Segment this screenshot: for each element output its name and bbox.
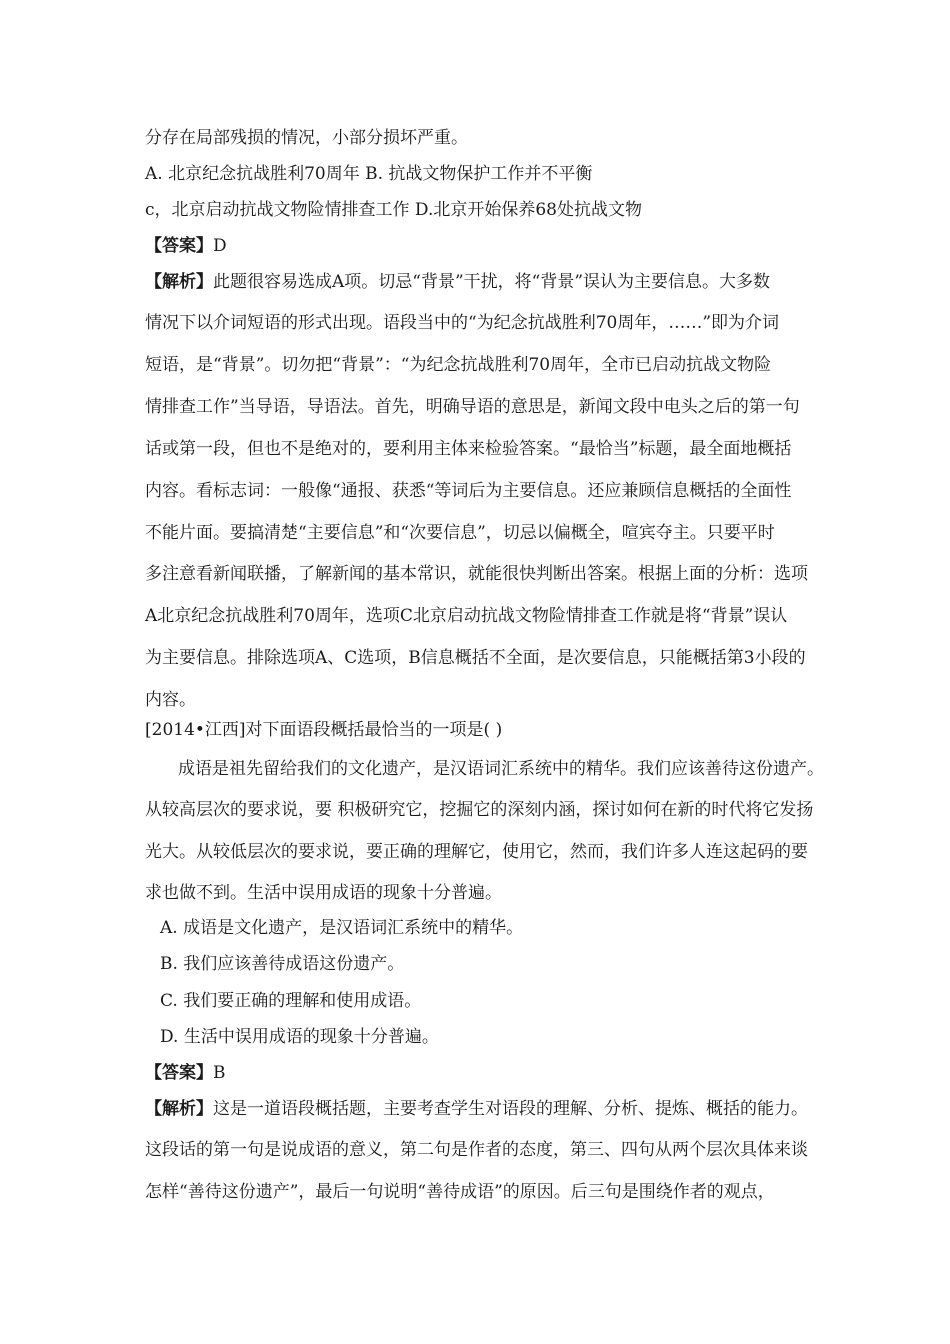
q1-analysis-line: 不能片面。要搞清楚“主要信息”和“次要信息”，切忌以偏概全，喧宾夺主。只要平时 (145, 523, 775, 543)
q2-option-a: A. 成语是文化遗产，是汉语词汇系统中的精华。 (160, 918, 524, 938)
q1-analysis-line: 内容。看标志词：一般像“通报、获悉“等词后为主要信息。还应兼顾信息概括的全面性 (145, 481, 792, 501)
answer-value: B (213, 1063, 226, 1083)
q1-analysis-line: 内容。 (145, 690, 196, 710)
q2-passage-line: 光大。从较低层次的要求说，要正确的理解它，使用它，然而，我们许多人连这起码的要 (145, 842, 808, 862)
answer-value: D (213, 236, 227, 256)
q1-options-line-1: A. 北京纪念抗战胜利70周年 B. 抗战文物保护工作并不平衡 (145, 164, 593, 184)
q2-analysis-line: 这段话的第一句是说成语的意义，第二句是作者的态度，第三、四句从两个层次具体来谈 (145, 1140, 808, 1160)
q2-option-d: D. 生活中误用成语的现象十分普遍。 (160, 1027, 439, 1047)
q2-analysis-line: 【解析】这是一道语段概括题，主要考查学生对语段的理解、分析、提炼、概括的能力。 (145, 1099, 808, 1119)
q1-analysis-line: 话或第一段，但也不是绝对的，要利用主体来检验答案。“最恰当”标题，最全面地概括 (145, 439, 792, 459)
answer-tag: 【答案】 (145, 236, 213, 256)
q1-analysis-line: 多注意看新闻联播，了解新闻的基本常识，就能很快判断出答案。根据上面的分析：选项 (145, 564, 808, 584)
q2-option-c: C. 我们要正确的理解和使用成语。 (160, 991, 422, 1011)
q1-answer (145, 235, 227, 257)
q2-passage-line: 从较高层次的要求说，要 积极研究它，挖掘它的深刻内涵，探讨如何在新的时代将它发扬 (145, 800, 814, 820)
q1-analysis-line: 短语，是“背景”。切勿把“背景”：“为纪念抗战胜利70周年，全市已启动抗战文物险 (145, 355, 772, 375)
analysis-tag: 【解析】 (145, 1099, 213, 1119)
q2-header: [2014•江西]对下面语段概括最恰当的一项是( ) (145, 720, 503, 740)
q2-answer (145, 1062, 226, 1084)
q2-passage-line: 成语是祖先留给我们的文化遗产，是汉语词汇系统中的精华。我们应该善待这份遗产。 (178, 759, 824, 779)
q2-passage-line: 求也做不到。生活中误用成语的现象十分普遍。 (145, 883, 502, 903)
q1-analysis-line: 【解析】此题很容易选成A项。切忌“背景”干扰，将“背景”误认为主要信息。大多数 (145, 272, 771, 292)
q1-analysis-line: 为主要信息。排除选项A、C选项，B信息概括不全面，是次要信息，只能概括第3小段的 (145, 648, 806, 668)
q1-analysis-line: 情排查工作”当导语，导语法。首先，明确导语的意思是，新闻文段中电头之后的第一句 (145, 397, 800, 417)
q2-analysis-line: 怎样“善待这份遗产”，最后一句说明“善待成语”的原因。后三句是围绕作者的观点， (145, 1182, 775, 1202)
q1-options-line-2: c，北京启动抗战文物险情排查工作 D.北京开始保养68处抗战文物 (145, 200, 642, 220)
q1-analysis-line: A北京纪念抗战胜利70周年，选项C北京启动抗战文物险情排查工作就是将“背景”误认 (145, 606, 788, 626)
answer-tag: 【答案】 (145, 1063, 213, 1083)
analysis-tag: 【解析】 (145, 272, 213, 292)
q1-analysis-line: 情况下以介词短语的形式出现。语段当中的“为纪念抗战胜利70周年，……”即为介词 (145, 313, 780, 333)
q2-option-b: B. 我们应该善待成语这份遗产。 (160, 954, 405, 974)
q1-intro-tail: 分存在局部残损的情况，小部分损坏严重。 (145, 128, 468, 148)
